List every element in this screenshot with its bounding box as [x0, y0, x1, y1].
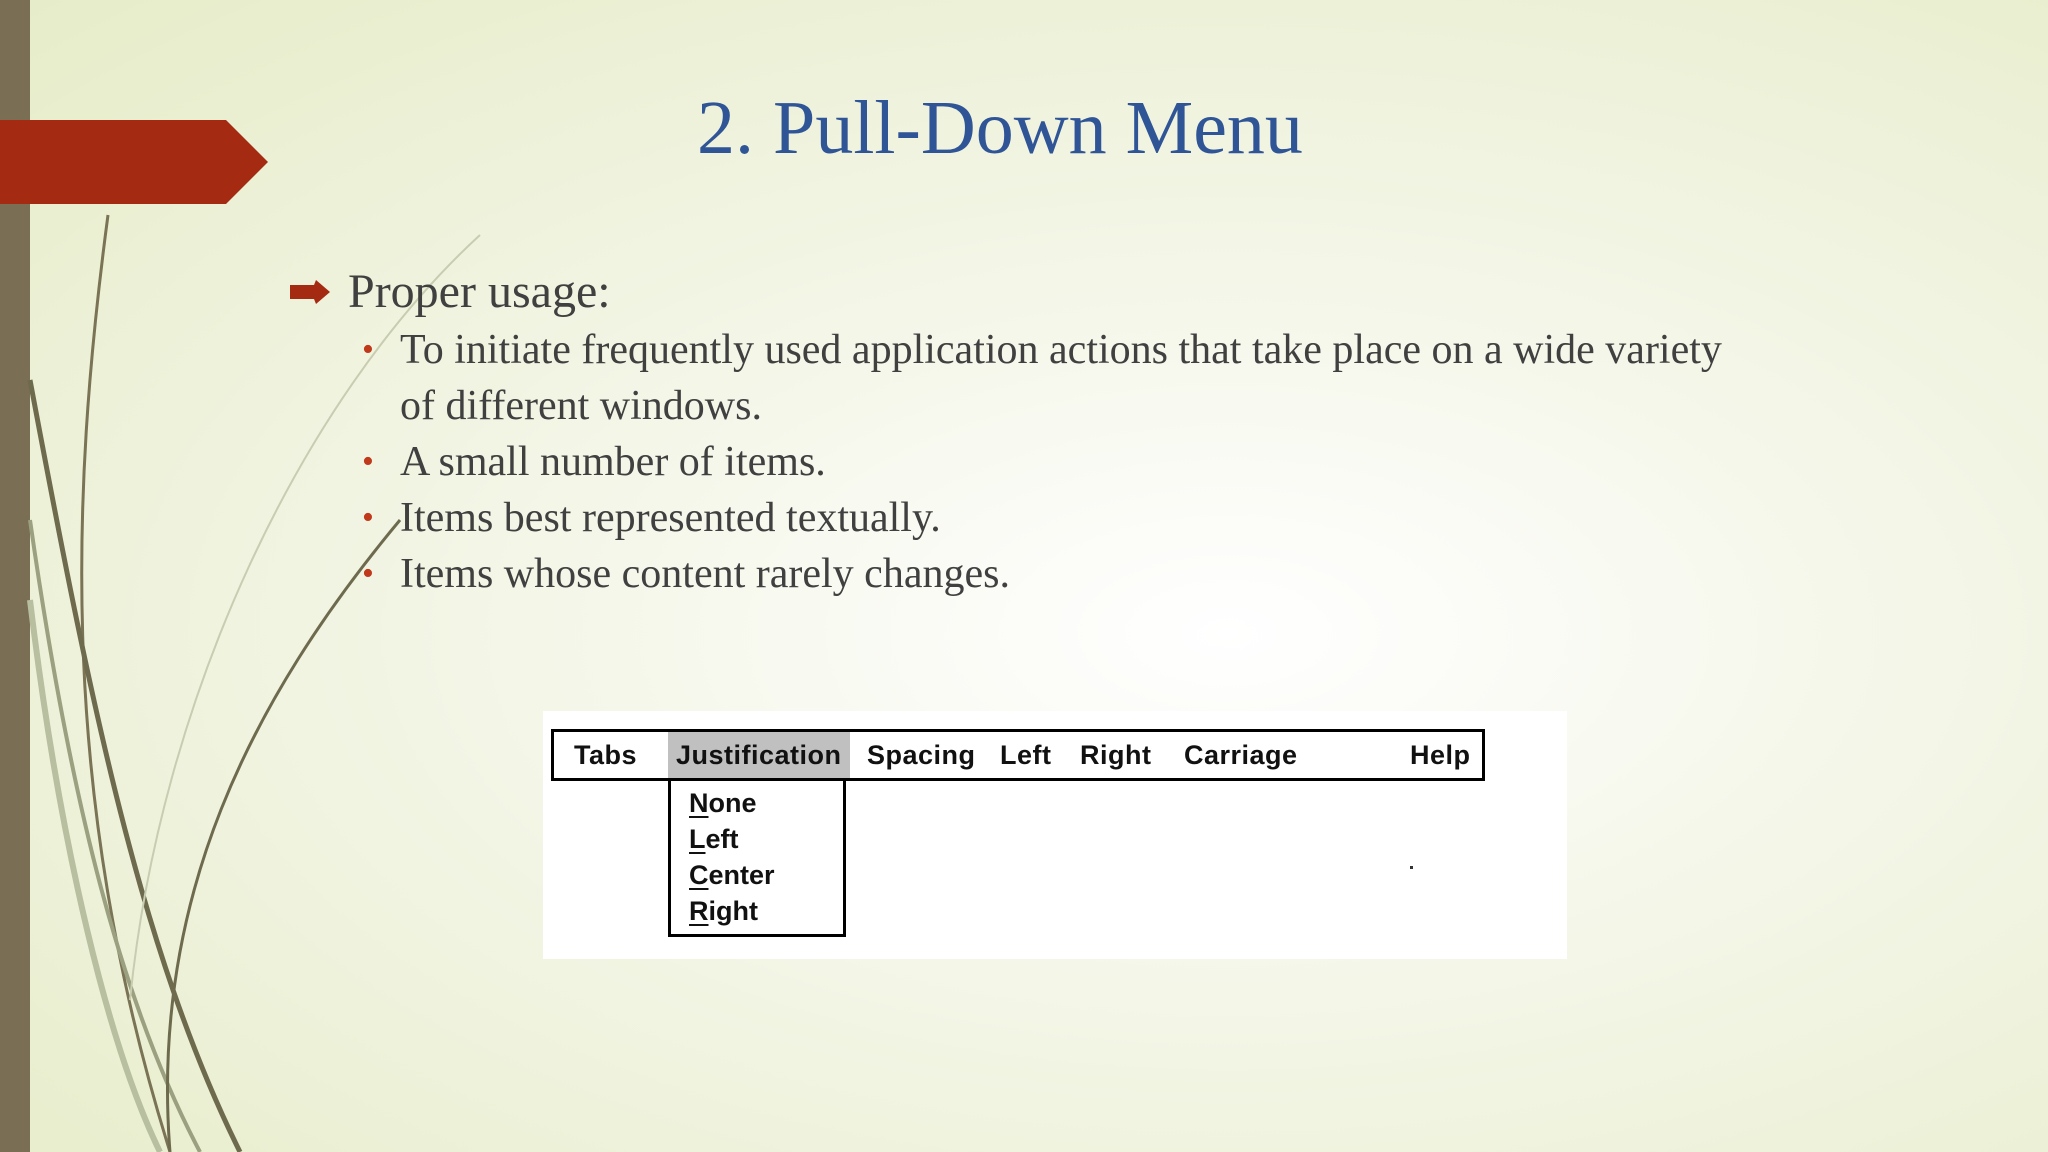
item-label: enter: [708, 860, 775, 890]
slide-title-text: 2. Pull-Down Menu: [697, 86, 1303, 170]
heading-item: [290, 262, 1910, 322]
bullet-text: Items best represented textually.: [400, 495, 941, 541]
arrow-bullet-icon: [290, 262, 332, 322]
dropdown-item-center[interactable]: [671, 857, 843, 893]
menu-item-tabs[interactable]: Tabs: [574, 740, 638, 770]
list-item: [358, 546, 1910, 602]
item-label: eft: [705, 824, 739, 854]
bullet-dot-icon: •: [362, 443, 374, 480]
mnemonic-letter: L: [689, 824, 706, 854]
justification-dropdown: [668, 781, 846, 937]
bullet-text-line: of different windows.: [400, 383, 762, 429]
slide-title: [0, 85, 2000, 172]
menu-item-spacing[interactable]: Spacing: [867, 740, 976, 770]
bullet-dot-icon: •: [362, 331, 374, 368]
menu-item-carriage[interactable]: Carriage: [1184, 740, 1298, 770]
mnemonic-letter: N: [689, 788, 709, 818]
menu-item-justification[interactable]: Justification: [668, 732, 850, 778]
bullet-text-line: To initiate frequently used application actions that take place on a wide variety: [400, 327, 1722, 373]
menu-item-right[interactable]: Right: [1080, 740, 1152, 770]
menu-item-left[interactable]: Left: [1000, 740, 1052, 770]
bullet-dot-icon: •: [362, 499, 374, 536]
pull-down-menu-example: [543, 711, 1567, 959]
item-label: ight: [708, 896, 758, 926]
bullet-text: A small number of items.: [400, 439, 826, 485]
menu-item-help[interactable]: Help: [1410, 740, 1471, 770]
list-item: [358, 434, 1910, 490]
bullet-dot-icon: •: [362, 555, 374, 592]
bullet-list: [290, 262, 1910, 602]
mnemonic-letter: C: [689, 860, 709, 890]
list-item: [358, 322, 1910, 434]
stray-dot: [1410, 866, 1413, 869]
list-item: [358, 490, 1910, 546]
dropdown-item-right[interactable]: [671, 893, 843, 929]
mnemonic-letter: R: [689, 896, 709, 926]
dropdown-item-none[interactable]: [671, 785, 843, 821]
menu-bar: [551, 729, 1485, 781]
bullet-text: Items whose content rarely changes.: [400, 551, 1010, 597]
item-label: one: [708, 788, 757, 818]
bullet-text: [400, 322, 1722, 434]
dropdown-item-left[interactable]: [671, 821, 843, 857]
heading-text: Proper usage:: [348, 265, 611, 318]
sub-bullet-list: [290, 322, 1910, 602]
